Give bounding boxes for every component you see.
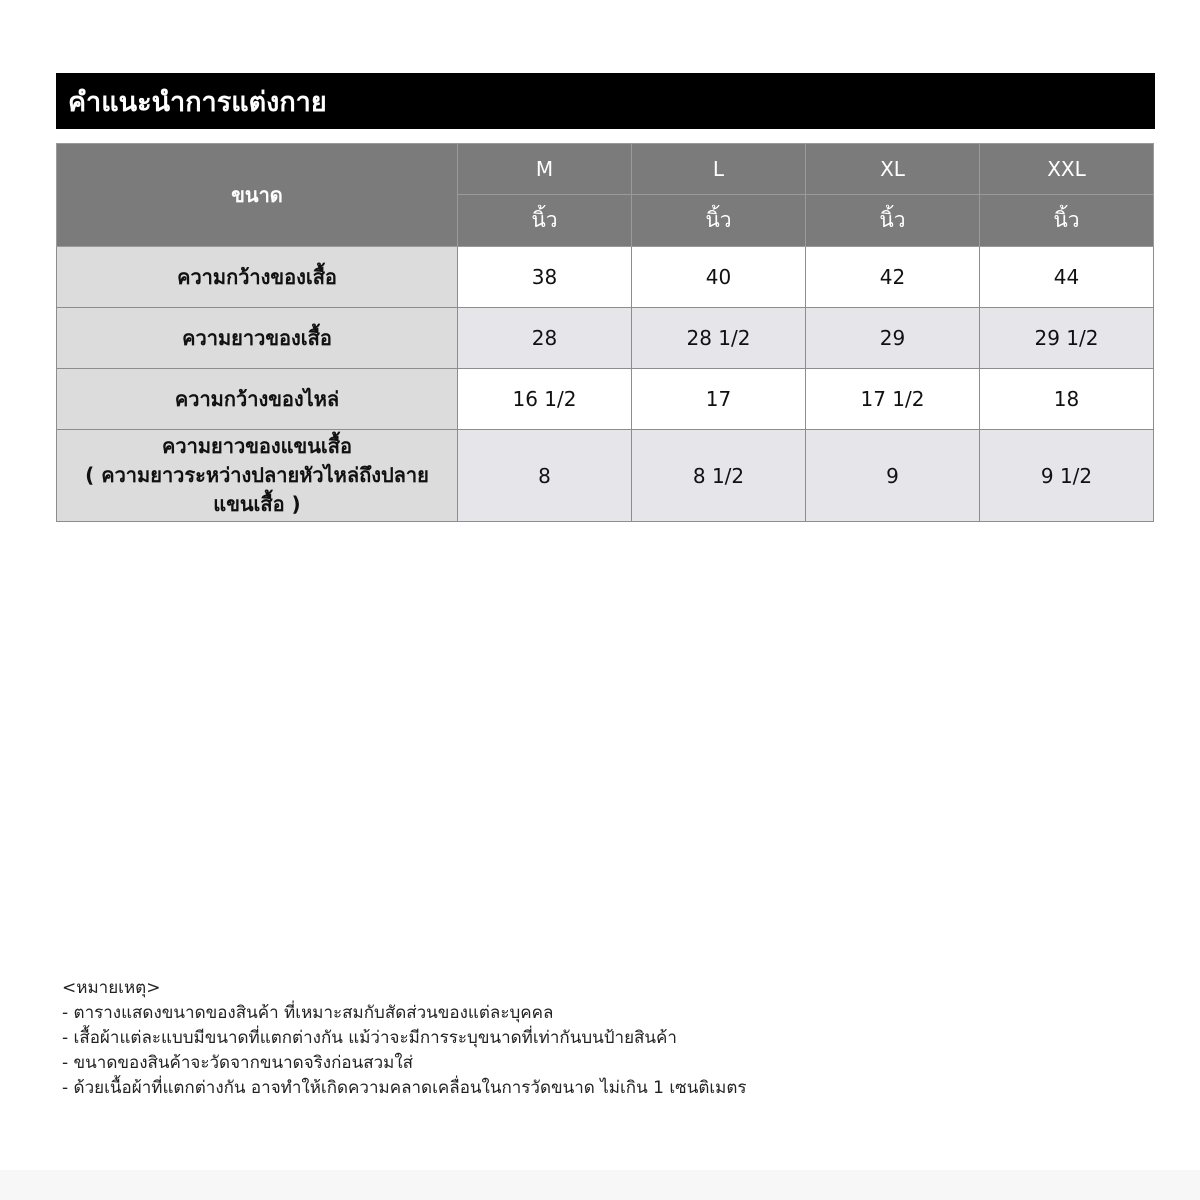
unit-header-m: นิ้ว (458, 195, 632, 247)
size-column-header: ขนาด (57, 144, 458, 247)
size-header-xl: XL (806, 144, 980, 195)
table-cell: 9 (806, 430, 980, 522)
unit-header-xl: นิ้ว (806, 195, 980, 247)
table-cell: 42 (806, 247, 980, 308)
row-label-shoulder-width: ความกว้างของไหล่ (57, 369, 458, 430)
table-cell: 28 1/2 (632, 308, 806, 369)
table-cell: 8 1/2 (632, 430, 806, 522)
note-item: - ตารางแสดงขนาดของสินค้า ที่เหมาะสมกับสัดส่วนของแต่ละบุคคล (62, 1003, 554, 1023)
notes-section (62, 976, 747, 1101)
note-item: - ขนาดของสินค้าจะวัดจากขนาดจริงก่อนสวมใส่ (62, 1053, 414, 1073)
row-label-line: แขนเสื้อ ) (213, 492, 301, 516)
row-label-chest-width: ความกว้างของเสื้อ (57, 247, 458, 308)
table-cell: 17 1/2 (806, 369, 980, 430)
table-cell: 29 (806, 308, 980, 369)
table-cell: 38 (458, 247, 632, 308)
table-cell: 29 1/2 (980, 308, 1154, 369)
table-cell: 44 (980, 247, 1154, 308)
bottom-band (0, 1170, 1200, 1200)
table-cell: 9 1/2 (980, 430, 1154, 522)
size-header-m: M (458, 144, 632, 195)
row-label-body-length: ความยาวของเสื้อ (57, 308, 458, 369)
size-header-xxl: XXL (980, 144, 1154, 195)
row-label-line: ความยาวของแขนเสื้อ (162, 434, 352, 458)
table-cell: 16 1/2 (458, 369, 632, 430)
note-item: - เสื้อผ้าแต่ละแบบมีขนาดที่แตกต่างกัน แม้ว่าจะมีการระบุขนาดที่เท่ากันบนป้ายสินค้า (62, 1028, 677, 1048)
table-cell: 40 (632, 247, 806, 308)
table-cell: 17 (632, 369, 806, 430)
size-header-row (57, 144, 1154, 195)
table-cell: 28 (458, 308, 632, 369)
note-item: - ด้วยเนื้อผ้าที่แตกต่างกัน อาจทำให้เกิดความคลาดเคลื่อนในการวัดขนาด ไม่เกิน 1 เซนติเมตร (62, 1078, 747, 1098)
table-row-shoulder-width (57, 369, 1154, 430)
size-chart-table (56, 143, 1154, 522)
size-header-l: L (632, 144, 806, 195)
table-cell: 8 (458, 430, 632, 522)
row-label-line: ( ความยาวระหว่างปลายหัวไหล่ถึงปลาย (85, 463, 429, 487)
page-title (56, 73, 1155, 129)
unit-header-xxl: นิ้ว (980, 195, 1154, 247)
table-row-sleeve-length (57, 430, 1154, 522)
row-label-sleeve-length (57, 430, 458, 522)
table-row-chest-width (57, 247, 1154, 308)
notes-heading: <หมายเหตุ> (62, 978, 161, 998)
page-title-text: คำแนะนำการแต่งกาย (68, 86, 327, 118)
unit-header-l: นิ้ว (632, 195, 806, 247)
table-cell: 18 (980, 369, 1154, 430)
table-row-body-length (57, 308, 1154, 369)
